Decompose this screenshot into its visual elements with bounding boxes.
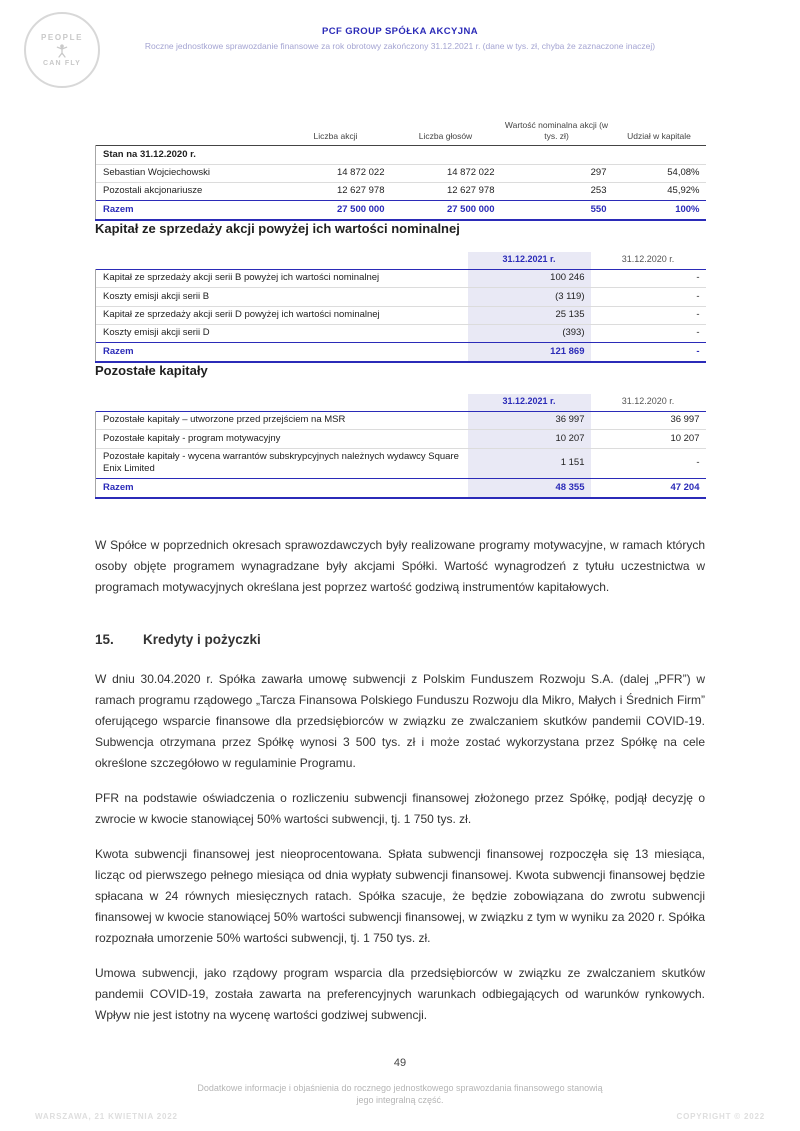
- cell-2021: 10 207: [468, 430, 591, 448]
- cell-shares: 14 872 022: [336, 167, 385, 179]
- col-header-2020: 31.12.2020 r.: [621, 253, 675, 264]
- incentive-programs-paragraph: W Spółce w poprzednich okresach sprawozdawczych były realizowane programy motywacyjne, w ramach których osoby objęte programem wynagradzane były akcjami Spółki. Wartość wynagrodzeń z tytułu uczestnictwa w programach motywacyjnych określana jest poprzez wartość godziwą instrumentów kapitałowych.: [95, 537, 705, 594]
- total-label: Razem: [96, 343, 468, 362]
- cell-capital-share: 100%: [675, 203, 700, 215]
- table-row: [96, 269, 706, 287]
- row-label: Koszty emisji akcji serii B: [96, 288, 468, 306]
- col-header-2021: 31.12.2021 r.: [468, 394, 591, 412]
- table-row: [96, 164, 706, 182]
- row-label: Koszty emisji akcji serii D: [96, 324, 468, 342]
- section-title-loans: Kredyty i pożyczki: [143, 631, 261, 647]
- footer-note: [0, 1082, 800, 1107]
- cell-nominal: 297: [590, 167, 607, 179]
- report-subtitle: Roczne jednostkowe sprawozdanie finansowe za rok obrotowy zakończony 31.12.2021 r. (dane w tys. zł, chyba że zaznaczone inaczej): [144, 41, 656, 51]
- total-label: Razem: [96, 479, 468, 498]
- company-name: PCF GROUP SPÓŁKA AKCYJNA: [322, 26, 478, 37]
- table-row: [96, 430, 706, 448]
- table-row: [96, 324, 706, 342]
- cell-2020: -: [696, 309, 700, 321]
- table-row: [96, 448, 706, 479]
- section-heading-15: [95, 632, 705, 647]
- row-label: Pozostałe kapitały – utworzone przed przejściem na MSR: [96, 411, 468, 429]
- cell-2020: 10 207: [670, 432, 700, 444]
- cell-2021: 48 355: [468, 479, 591, 498]
- cell-2020: -: [696, 345, 700, 357]
- cell-2021: 100 246: [468, 269, 591, 287]
- table-row: [96, 411, 706, 429]
- table-total-row: [96, 201, 706, 220]
- table-row: [96, 288, 706, 306]
- cell-2020: 36 997: [670, 414, 700, 426]
- cell-shares: 27 500 000: [336, 203, 385, 215]
- total-label: Razem: [96, 201, 281, 220]
- loans-paragraph-2: PFR na podstawie oświadczenia o rozliczeniu subwencji finansowej złożonego przez Spółkę, podjął decyzję o zwrocie w kwocie stanowiącej 50% wartości subwencji, tj. 1 750 tys. zł.: [95, 790, 705, 826]
- cell-nominal: 253: [590, 185, 607, 197]
- cell-nominal: 550: [590, 203, 607, 215]
- col-header-capital-share: Udział w kapitale: [627, 130, 691, 141]
- cell-2020: -: [696, 457, 700, 469]
- section-title-share-premium: Kapitał ze sprzedaży akcji powyżej ich wartości nominalnej: [95, 220, 460, 236]
- other-capitals-table: [95, 394, 706, 499]
- table-total-row: [96, 479, 706, 498]
- logo-text-top: PEOPLE: [40, 33, 84, 42]
- loans-paragraph-4: Umowa subwencji, jako rządowy program wsparcia dla przedsiębiorców w związku ze zwalczaniem skutków pandemii COVID-19, została zawarta na preferencyjnych warunkach odbiegających od warunków rynkowych. Wpływ nie jest istotny na wycenę wartości godziwej subwencji.: [95, 965, 705, 1022]
- cell-votes: 27 500 000: [446, 203, 495, 215]
- cell-capital-share: 45,92%: [667, 185, 700, 197]
- loans-paragraph-3: Kwota subwencji finansowej jest nieoprocentowana. Spłata subwencji finansowej rozpoczęła się 13 miesiąca, licząc od pierwszego pełnego miesiąca od dnia wypłaty subwencji finansowej. Kwota subwencji finansowej będzie spłacana w 24 równych miesięcznych ratach. Spółka szacuje, że będzie zobowiązana do zwrotu subwencji finansowej w kwocie stanowiącej 50% wartości subwencji finansowej, w związku z tym w wyniku za 2020 r. Spółka rozpoznała umorzenie 50% wartości subwencji, tj. 1 750 tys. zł.: [95, 846, 705, 945]
- col-header-votes: Liczba głosów: [418, 130, 473, 141]
- row-label: Kapitał ze sprzedaży akcji serii B powyżej ich wartości nominalnej: [96, 269, 468, 287]
- cell-2020: -: [696, 327, 700, 339]
- document-header: [0, 0, 800, 96]
- cell-2020: -: [696, 272, 700, 284]
- footer-copyright: COPYRIGHT © 2022: [676, 1112, 765, 1121]
- col-header-2020: 31.12.2020 r.: [621, 395, 675, 406]
- footer-place-date: WARSZAWA, 21 KWIETNIA 2022: [35, 1112, 178, 1121]
- footer-note-text: Dodatkowe informacje i objaśnienia do rocznego jednostkowego sprawozdania finansowego stanowią jego integralną część.: [197, 1082, 603, 1106]
- cell-2021: 121 869: [468, 343, 591, 362]
- cell-2021: 36 997: [468, 411, 591, 429]
- logo-text-bottom: CAN FLY: [42, 60, 82, 67]
- shareholders-table: [95, 118, 706, 221]
- row-label: Pozostałe kapitały - wycena warrantów subskrypcyjnych należnych wydawcy Square Enix Limited: [96, 448, 468, 479]
- cell-2020: 47 204: [670, 481, 700, 493]
- header-text: [0, 26, 800, 51]
- cell-2021: 25 135: [468, 306, 591, 324]
- col-header-nominal: Wartość nominalna akcji (w tys. zł): [504, 120, 609, 141]
- share-premium-table: [95, 252, 706, 363]
- row-label: Stan na 31.12.2020 r.: [96, 146, 281, 164]
- table-row: [96, 182, 706, 200]
- cell-votes: 14 872 022: [446, 167, 495, 179]
- cell-2020: -: [696, 290, 700, 302]
- col-header-shares: Liczba akcji: [313, 130, 358, 141]
- section-number: 15.: [95, 631, 114, 647]
- people-can-fly-logo: [24, 12, 100, 88]
- table-row-state: [96, 146, 706, 164]
- page-number: 49: [393, 1057, 407, 1069]
- shareholders-header-row: [96, 118, 706, 146]
- table-total-row: [96, 343, 706, 362]
- row-label: Pozostali akcjonariusze: [96, 182, 281, 200]
- cell-votes: 12 627 978: [446, 185, 495, 197]
- row-label: Kapitał ze sprzedaży akcji serii D powyżej ich wartości nominalnej: [96, 306, 468, 324]
- col-header-2021: 31.12.2021 r.: [468, 252, 591, 270]
- loans-paragraph-1: W dniu 30.04.2020 r. Spółka zawarła umowę subwencji z Polskim Funduszem Rozwoju S.A. (dalej „PFR”) w ramach programu rządowego „Tarcza Finansowa Polskiego Funduszu Rozwoju dla Mikro, Małych i Średnich Firm” oferującego wsparcie finansowe dla przedsiębiorców w związku ze zwalczaniem skutków pandemii COVID-19. Subwencja otrzymana przez Spółkę wynosi 3 500 tys. zł i może zostać wykorzystana przez Spółkę na cele określone szczegółowo w regulaminie Programu.: [95, 671, 705, 770]
- row-label: Sebastian Wojciechowski: [96, 164, 281, 182]
- table-header-row: [96, 394, 706, 412]
- section-title-other-capitals: Pozostałe kapitały: [95, 362, 208, 378]
- table-row: [96, 306, 706, 324]
- cell-shares: 12 627 978: [336, 185, 385, 197]
- cell-2021: (393): [468, 324, 591, 342]
- cell-2021: 1 151: [468, 448, 591, 479]
- row-label: Pozostałe kapitały - program motywacyjny: [96, 430, 468, 448]
- flying-figure-icon: [54, 43, 70, 59]
- cell-capital-share: 54,08%: [667, 167, 700, 179]
- table-header-row: [96, 252, 706, 270]
- cell-2021: (3 119): [468, 288, 591, 306]
